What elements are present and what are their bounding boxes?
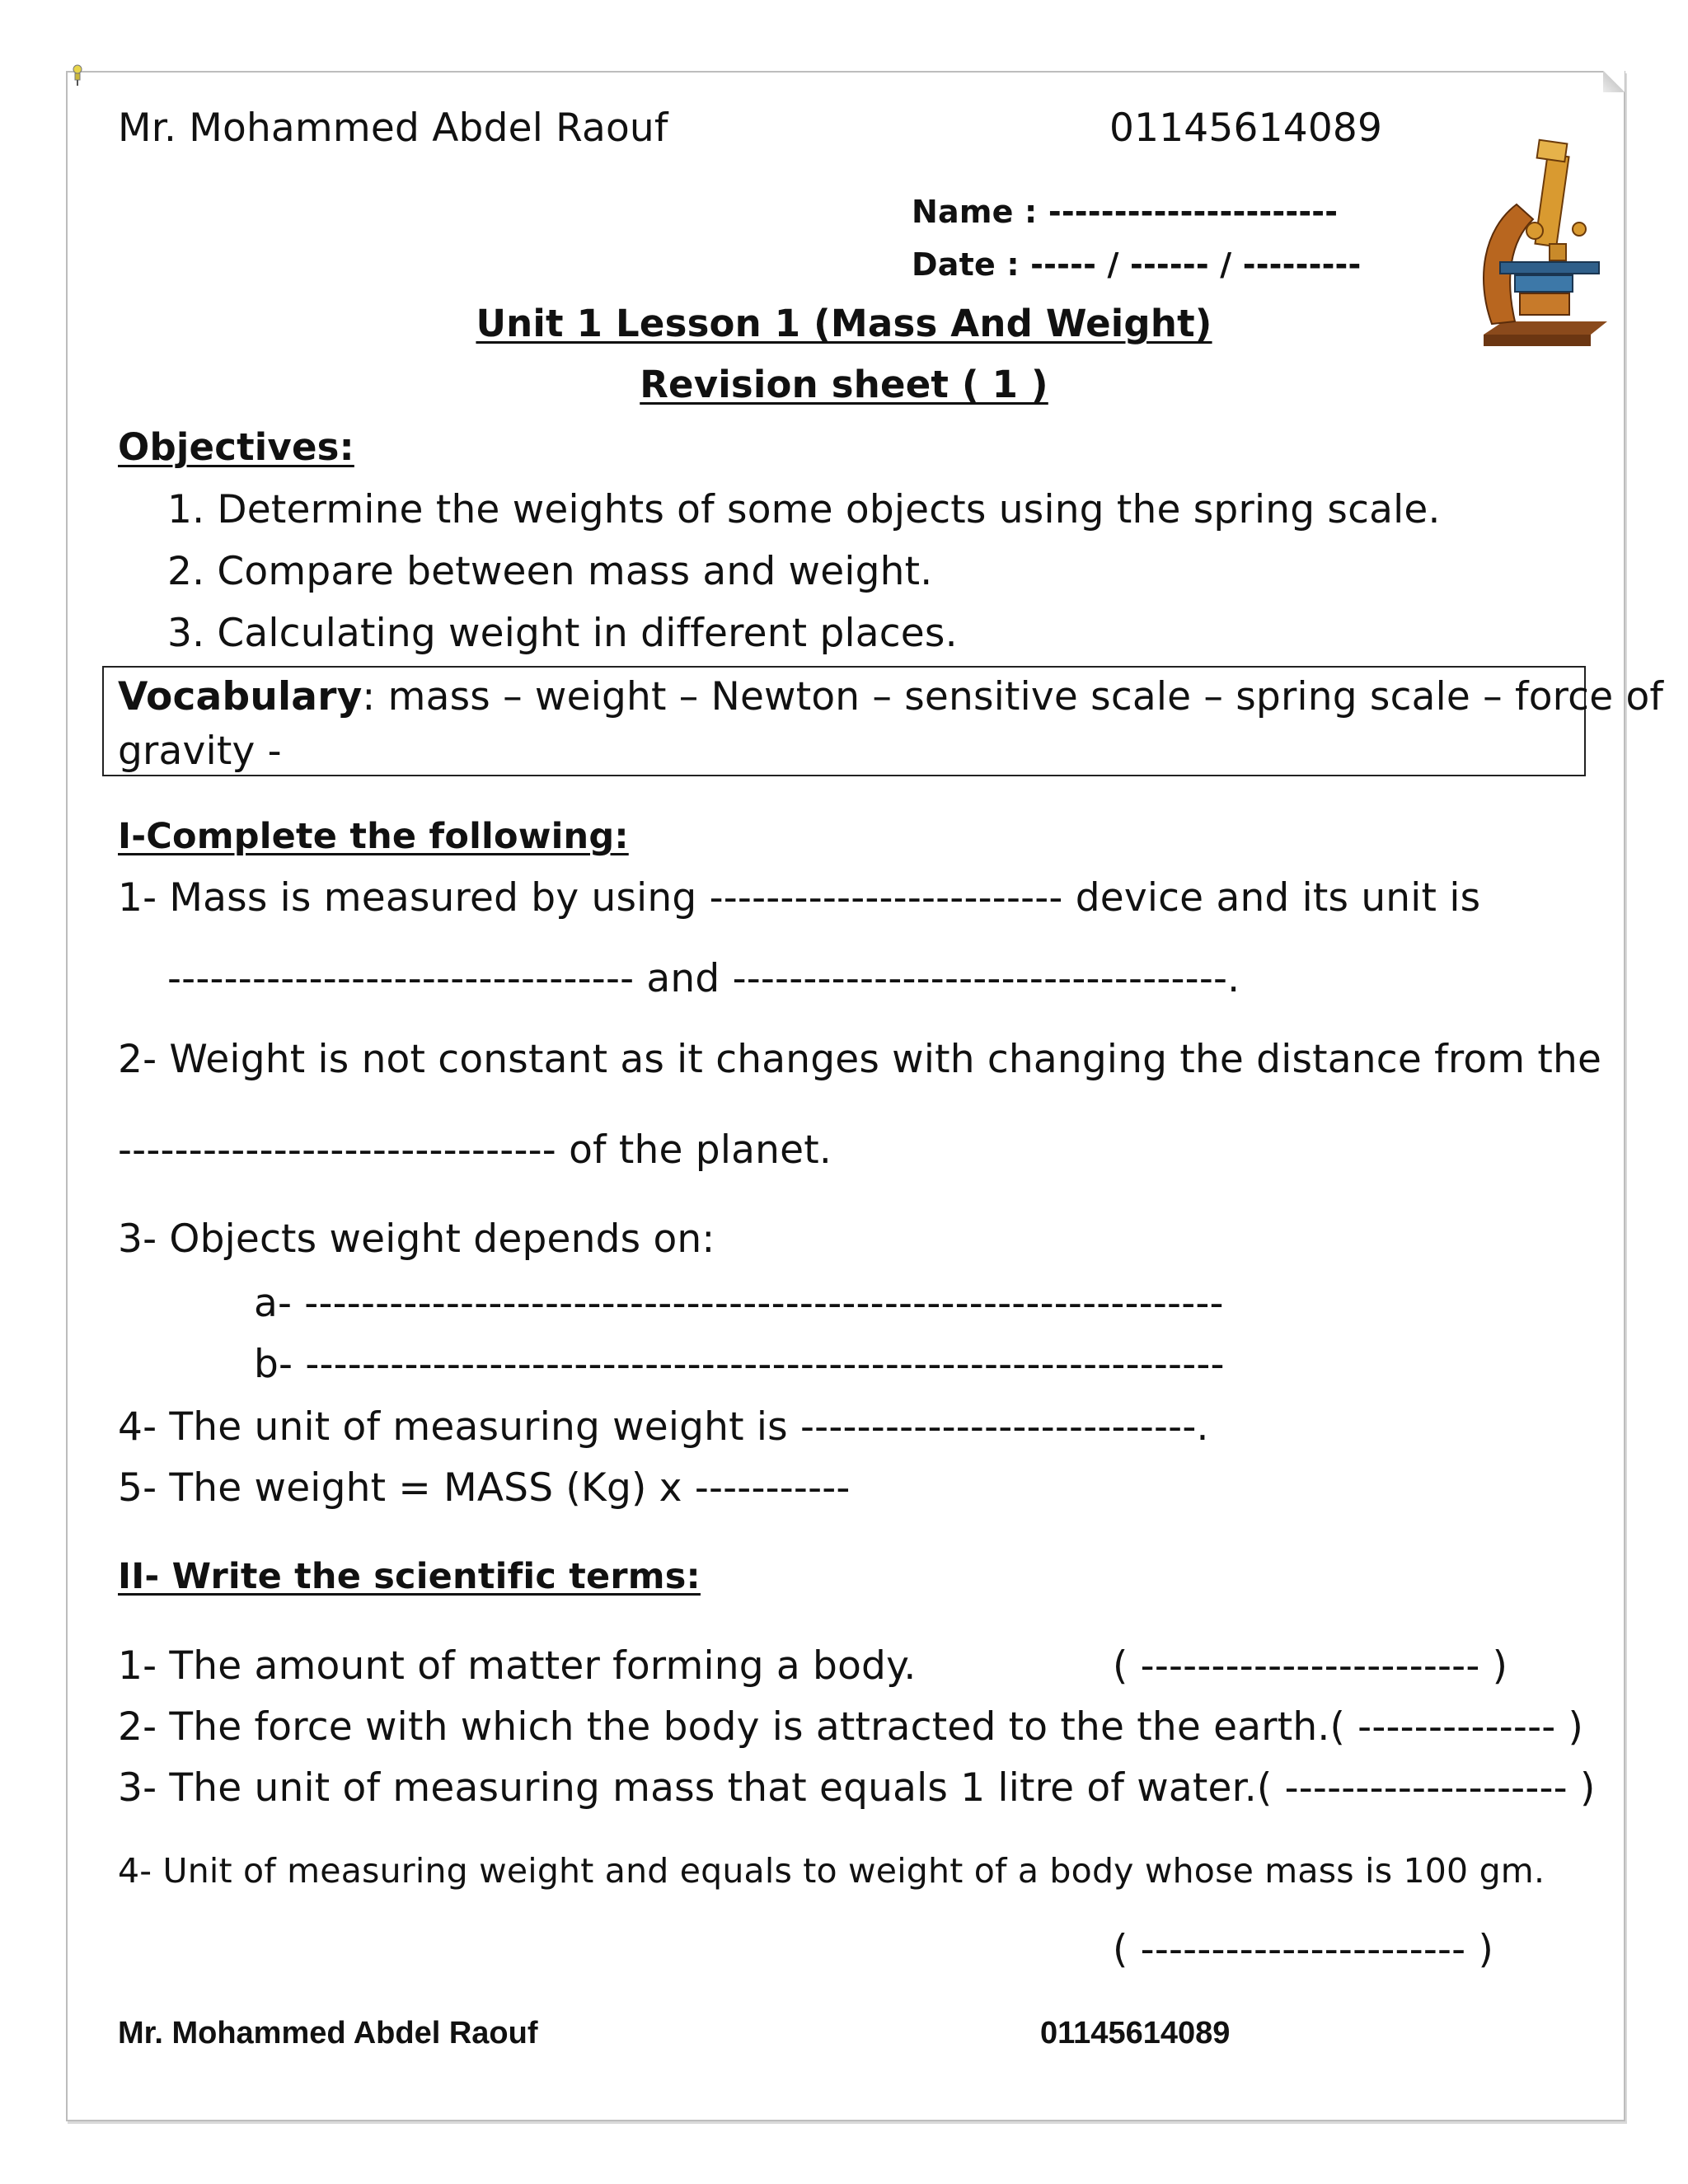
- footer-phone: 01145614089: [1040, 2016, 1231, 2050]
- term-item: 1- The amount of matter forming a body.: [118, 1643, 917, 1689]
- complete-line: ------------------------------- of the planet.: [118, 1127, 832, 1173]
- objective-item: 1. Determine the weights of some objects using the spring scale.: [167, 487, 1441, 532]
- objectives-heading: Objectives:: [118, 425, 354, 469]
- date-field[interactable]: Date : ----- / ------ / ---------: [912, 246, 1362, 283]
- complete-line: 1- Mass is measured by using ------------------------- device and its unit is: [118, 875, 1481, 921]
- vocabulary-line-1: [118, 674, 1664, 719]
- name-field[interactable]: Name : ----------------------: [912, 194, 1339, 230]
- vocabulary-line-2: gravity -: [118, 729, 282, 774]
- complete-line: a- -----------------------------------------------------------------: [254, 1281, 1224, 1326]
- complete-line: --------------------------------- and -----------------------------------.: [167, 956, 1240, 1001]
- complete-line: 2- Weight is not constant as it changes with changing the distance from the: [118, 1037, 1602, 1082]
- complete-line: b- -----------------------------------------------------------------: [254, 1342, 1225, 1387]
- complete-line: 4- The unit of measuring weight is ----------------------------.: [118, 1404, 1209, 1450]
- section-1-heading: I-Complete the following:: [118, 816, 629, 857]
- page-title: Unit 1 Lesson 1 (Mass And Weight): [476, 302, 1212, 345]
- page-curl: [1603, 71, 1625, 92]
- objective-item: 3. Calculating weight in different places.: [167, 611, 958, 656]
- term-item: 3- The unit of measuring mass that equals 1 litre of water.( -------------------- ): [118, 1765, 1596, 1811]
- vocabulary-terms: : mass – weight – Newton – sensitive scale – spring scale – force of: [362, 674, 1664, 719]
- complete-line: 5- The weight = MASS (Kg) x -----------: [118, 1465, 851, 1511]
- term-item: 4- Unit of measuring weight and equals to weight of a body whose mass is 100 gm.: [118, 1851, 1545, 1891]
- footer-teacher: Mr. Mohammed Abdel Raouf: [118, 2016, 538, 2050]
- vocabulary-label: Vocabulary: [118, 674, 363, 719]
- page-subtitle: Revision sheet ( 1 ): [640, 363, 1048, 406]
- term-blank: ( ----------------------- ): [1113, 1927, 1494, 1972]
- term-item: 2- The force with which the body is attracted to the the earth.( -------------- ): [118, 1704, 1584, 1750]
- term-blank: ( ------------------------ ): [1113, 1643, 1508, 1689]
- header-phone: 01145614089: [1109, 105, 1383, 151]
- objective-item: 2. Compare between mass and weight.: [167, 549, 933, 594]
- pin-icon: [71, 64, 84, 86]
- section-2-heading: II- Write the scientific terms:: [118, 1556, 701, 1597]
- header-teacher: Mr. Mohammed Abdel Raouf: [118, 105, 668, 151]
- complete-line: 3- Objects weight depends on:: [118, 1216, 715, 1262]
